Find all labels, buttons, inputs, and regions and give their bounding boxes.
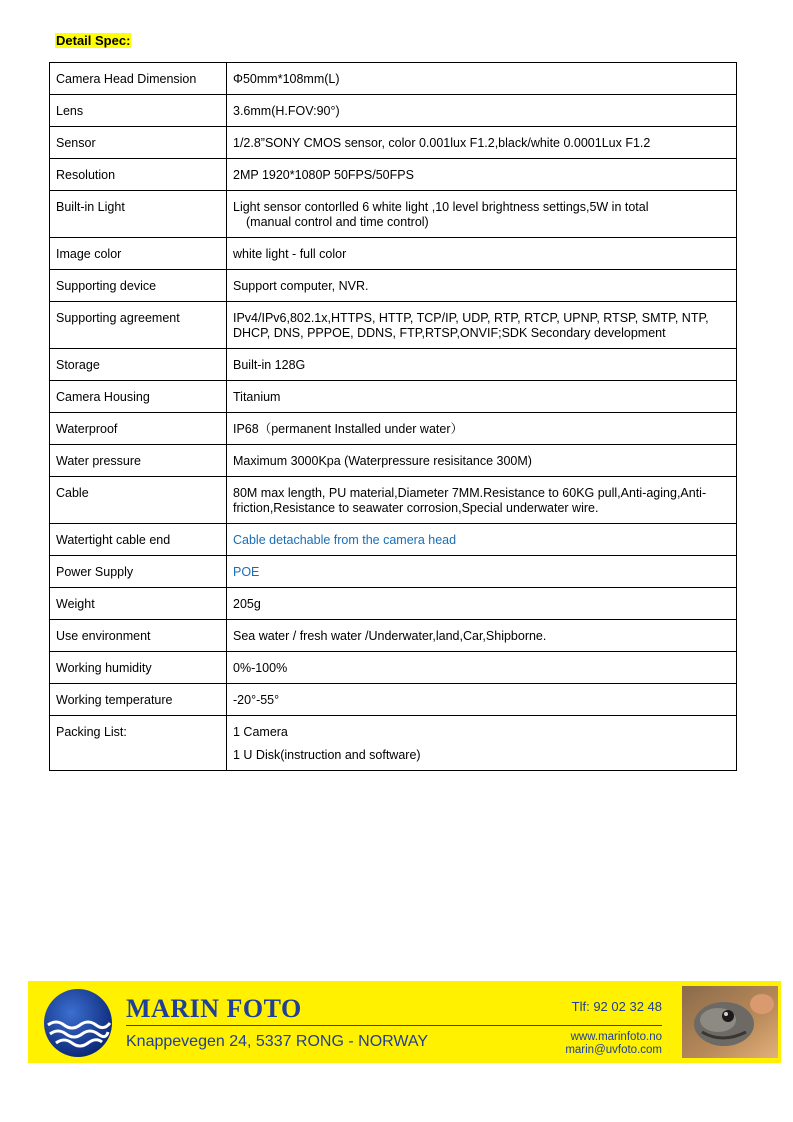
spec-value: Cable detachable from the camera head [227, 524, 737, 556]
spec-value [227, 716, 737, 771]
spec-table [49, 62, 737, 771]
spec-label: Storage [50, 349, 227, 381]
section-heading: Detail Spec: [56, 33, 131, 48]
spec-label: Resolution [50, 159, 227, 191]
table-row [50, 127, 737, 159]
spec-label: Image color [50, 238, 227, 270]
spec-label: Camera Housing [50, 381, 227, 413]
company-address: Knappevegen 24, 5337 RONG - NORWAY [126, 1033, 429, 1050]
footer-banner [28, 981, 781, 1063]
spec-label: Power Supply [50, 556, 227, 588]
spec-label: Lens [50, 95, 227, 127]
spec-value: Φ50mm*108mm(L) [227, 63, 737, 95]
spec-label: Water pressure [50, 445, 227, 477]
spec-label: Cable [50, 477, 227, 524]
table-row [50, 270, 737, 302]
spec-value: IP68（permanent Installed under water） [227, 413, 737, 445]
spec-value: 80M max length, PU material,Diameter 7MM.Resistance to 60KG pull,Anti-aging,Anti-friction,Resistance to seawater corrosion,Special underwater wire. [227, 477, 737, 524]
spec-value: Support computer, NVR. [227, 270, 737, 302]
table-row [50, 159, 737, 191]
fish-photo-icon [682, 986, 778, 1058]
spec-value: IPv4/IPv6,802.1x,HTTPS, HTTP, TCP/IP, UDP, RTP, RTCP, UPNP, RTSP, SMTP, NTP, DHCP, DNS, PPPOE, DDNS, FTP,RTSP,ONVIF;SDK Secondary development [227, 302, 737, 349]
table-row [50, 652, 737, 684]
packing-item: 1 U Disk(instruction and software) [233, 748, 421, 762]
spec-value [227, 191, 737, 238]
table-row [50, 302, 737, 349]
table-row [50, 588, 737, 620]
spec-label: Packing List: [50, 716, 227, 771]
table-row [50, 381, 737, 413]
table-row [50, 684, 737, 716]
table-row [50, 477, 737, 524]
spec-value: Sea water / fresh water /Underwater,land,Car,Shipborne. [227, 620, 737, 652]
table-row [50, 445, 737, 477]
table-row [50, 349, 737, 381]
website-link[interactable]: www.marinfoto.no [570, 1031, 662, 1043]
spec-label: Sensor [50, 127, 227, 159]
spec-value: Titanium [227, 381, 737, 413]
spec-value: 1/2.8”SONY CMOS sensor, color 0.001lux F1.2,black/white 0.0001Lux F1.2 [227, 127, 737, 159]
spec-label: Use environment [50, 620, 227, 652]
table-row [50, 556, 737, 588]
spec-value-line: Light sensor contorlled 6 white light ,10 level brightness settings,5W in total [233, 200, 649, 214]
wave-globe-logo-icon [42, 987, 114, 1059]
spec-value: Built-in 128G [227, 349, 737, 381]
spec-label: Working humidity [50, 652, 227, 684]
table-row [50, 524, 737, 556]
table-row [50, 413, 737, 445]
table-row [50, 238, 737, 270]
spec-label: Camera Head Dimension [50, 63, 227, 95]
spec-value: 0%-100% [227, 652, 737, 684]
spec-value: POE [227, 556, 737, 588]
spec-label: Waterproof [50, 413, 227, 445]
email-link[interactable]: marin@uvfoto.com [565, 1044, 662, 1056]
table-row [50, 95, 737, 127]
spec-value: 3.6mm(H.FOV:90°) [227, 95, 737, 127]
brand-name: MARIN FOTO [126, 994, 302, 1023]
spec-value: white light - full color [227, 238, 737, 270]
table-row [50, 620, 737, 652]
table-row [50, 63, 737, 95]
contact-block [508, 1031, 662, 1057]
spec-value: 2MP 1920*1080P 50FPS/50FPS [227, 159, 737, 191]
table-row [50, 191, 737, 238]
spec-value: Maximum 3000Kpa (Waterpressure resisitance 300M) [227, 445, 737, 477]
spec-value: -20°-55° [227, 684, 737, 716]
spec-label: Working temperature [50, 684, 227, 716]
table-row [50, 716, 737, 771]
spec-value: 205g [227, 588, 737, 620]
spec-label: Supporting agreement [50, 302, 227, 349]
spec-label: Built-in Light [50, 191, 227, 238]
packing-item: 1 Camera [233, 725, 288, 739]
spec-label: Watertight cable end [50, 524, 227, 556]
phone-number: Tlf: 92 02 32 48 [571, 999, 662, 1014]
spec-value-line: (manual control and time control) [246, 215, 429, 229]
spec-label: Supporting device [50, 270, 227, 302]
spec-label: Weight [50, 588, 227, 620]
divider [126, 1025, 662, 1026]
